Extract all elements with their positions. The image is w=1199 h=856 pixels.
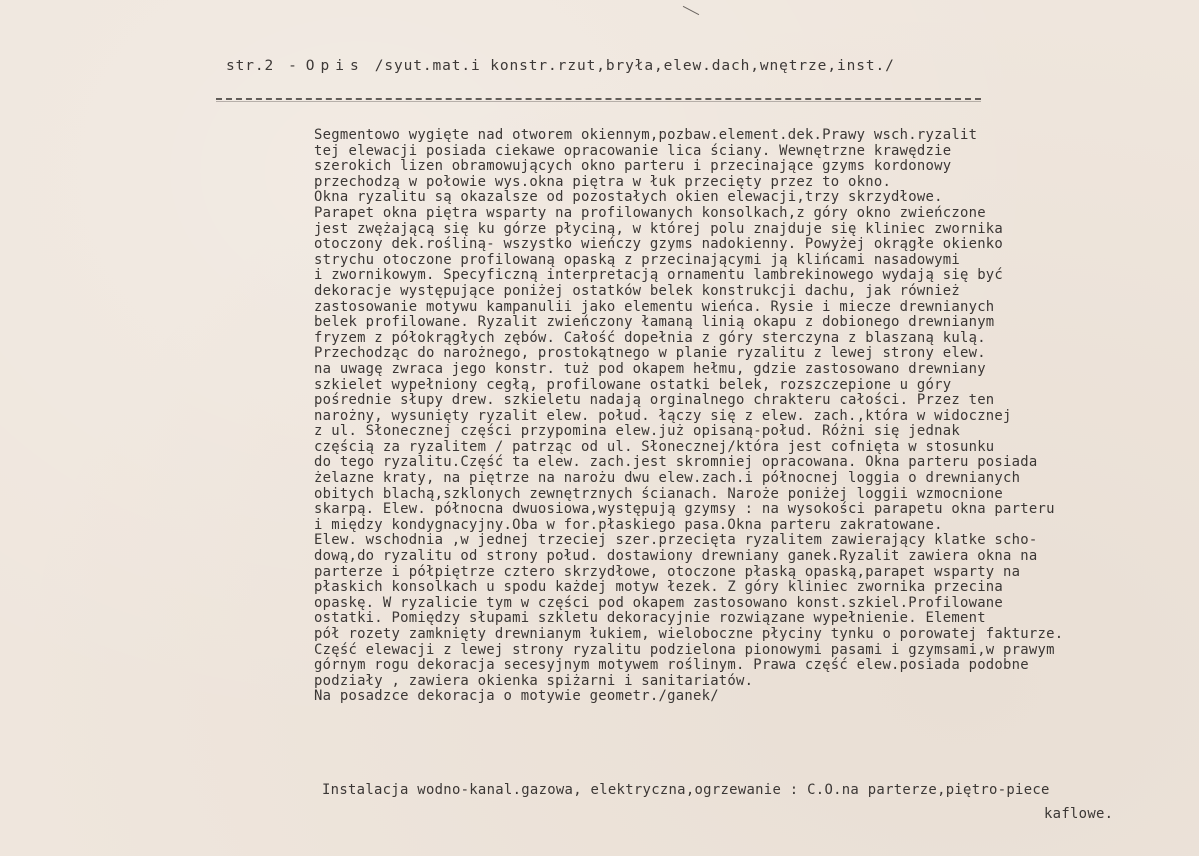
text-line: płaskich konsolkach u spodu każdej motyw łezek. Z góry kliniec zwornika przecina: [314, 579, 1004, 596]
page-header: [226, 58, 986, 74]
header-underline-shadow: [216, 101, 981, 102]
text-line: tej elewacji posiada ciekawe opracowanie lica ściany. Wewnętrzne krawędzie: [314, 142, 952, 159]
text-line: żelazne kraty, na piętrze na narożu dwu elew.zach.i północnej loggia o drewnianych: [314, 470, 1021, 487]
text-line: do tego ryzalitu.Część ta elew. zach.jest skromniej opracowana. Okna parteru posiada: [314, 454, 1038, 471]
text-line: jest zwężającą się ku górze płyciną, w której polu znajduje się kliniec zwornika: [314, 220, 1004, 237]
text-line: otoczony dek.rośliną- wszystko wieńczy gzyms nadokienny. Powyżej okrągłe okienko: [314, 236, 1004, 253]
text-line: Okna ryzalitu są okazalsze od pozostałych okien elewacji,trzy skrzydłowe.: [314, 189, 943, 206]
text-line: Parapet okna piętra wsparty na profilowanych konsolkach,z góry okno zwieńczone: [314, 204, 986, 221]
text-line: zastosowanie motywu kampanulii jako elementu wieńca. Rysie i miecze drewnianych: [314, 298, 995, 315]
text-line: dową,do ryzalitu od strony połud. dostawiony drewniany ganek.Ryzalit zawiera okna na: [314, 548, 1038, 565]
text-line: i między kondygnacyjny.Oba w for.płaskiego pasa.Okna parteru zakratowane.: [314, 516, 943, 533]
text-line: z ul. Słonecznej części przypomina elew.już opisaną-połud. Różni się jednak: [314, 423, 960, 440]
pen-mark: [683, 6, 699, 15]
page-title: Opis: [305, 58, 365, 74]
text-line: górnym rogu dekoracja secesyjnym motywem roślinym. Prawa część elew.posiada podobne: [314, 657, 1029, 674]
page-number: str.2: [226, 58, 275, 74]
text-line: Segmentowo wygięte nad otworem okiennym,pozbaw.element.dek.Prawy wsch.ryzalit: [314, 127, 978, 143]
text-line: i zwornikowym. Specyficzną interpretacją ornamentu lambrekinowego wydają się być: [314, 267, 1004, 284]
text-line: parterze i półpiętrze cztero skrzydłowe, otoczone płaską opaską,parapet wsparty na: [314, 563, 1021, 580]
installations-line: Instalacja wodno-kanal.gazowa, elektryczna,ogrzewanie : C.O.na parterze,piętro-piece: [322, 782, 1050, 798]
text-line: Elew. wschodnia ,w jednej trzeciej szer.przecięta ryzalitem zawierający klatke scho-: [314, 532, 1038, 549]
text-line: pół rozety zamknięty drewnianym łukiem, wieloboczne płyciny tynku o porowatej fakturze.: [314, 626, 1064, 642]
text-line: dekoracje występujące poniżej ostatków belek konstrukcji dachu, jak również: [314, 282, 960, 299]
text-line: podziały , zawiera okienka spiżarni i sanitariatów.: [314, 672, 754, 689]
text-line: Część elewacji z lewej strony ryzalitu podzielona pionowymi pasami i gzymsami,w prawym: [314, 641, 1055, 658]
text-line: narożny, wysunięty ryzalit elew. połud. łączy się z elew. zach.,która w widocznej: [314, 407, 1012, 424]
header-underline: [216, 98, 981, 100]
text-line: przechodzą w połowie wys.okna piętra w łuk przecięty przez to okno.: [314, 173, 892, 190]
text-line: Na posadzce dekoracja o motywie geometr./ganek/: [314, 688, 719, 705]
installations-line-continued: kaflowe.: [1044, 806, 1114, 822]
text-line: szkielet wypełniony cegłą, profilowane ostatki belek, rozszczepione u góry: [314, 376, 952, 393]
text-line: ostatki. Pomiędzy słupami szkletu dekoracyjnie rozwiązane wypełnienie. Element: [314, 610, 986, 627]
text-line: strychu otoczone profilowaną opaską z przecinającymi ją klińcami nasadowymi: [314, 251, 960, 268]
text-line: częścią za ryzalitem / patrząc od ul. Słonecznej/która jest cofnięta w stosunku: [314, 438, 995, 455]
description-body: [314, 128, 1194, 705]
page-subtitle: /syut.mat.i konstr.rzut,bryła,elew.dach,wnętrze,inst./: [374, 58, 895, 74]
text-line: szerokich lizen obramowujących okno parteru i przecinające gzyms kordonowy: [314, 158, 952, 175]
text-line: pośrednie słupy drew. szkieletu nadają orginalnego chrakteru całości. Przez ten: [314, 392, 995, 409]
header-dash: -: [288, 58, 298, 74]
text-line: na uwagę zwraca jego konstr. tuż pod okapem hełmu, gdzie zastosowano drewniany: [314, 360, 986, 377]
text-line: skarpą. Elew. północna dwuosiowa,występują gzymsy : na wysokości parapetu okna parteru: [314, 501, 1055, 518]
text-line: belek profilowane. Ryzalit zwieńczony łamaną linią okapu z dobionego drewnianym: [314, 314, 995, 331]
text-line: Przechodząc do narożnego, prostokątnego w planie ryzalitu z lewej strony elew.: [314, 345, 986, 362]
text-line: fryzem z półokrągłych zębów. Całość dopełnia z góry sterczyna z blaszaną kulą.: [314, 329, 986, 346]
text-line: opaskę. W ryzalicie tym w części pod okapem zastosowano konst.szkiel.Profilowane: [314, 594, 1004, 611]
text-line: obitych blachą,szklonych zewnętrznych ścianach. Naroże poniżej loggii wzmocnione: [314, 485, 1004, 502]
